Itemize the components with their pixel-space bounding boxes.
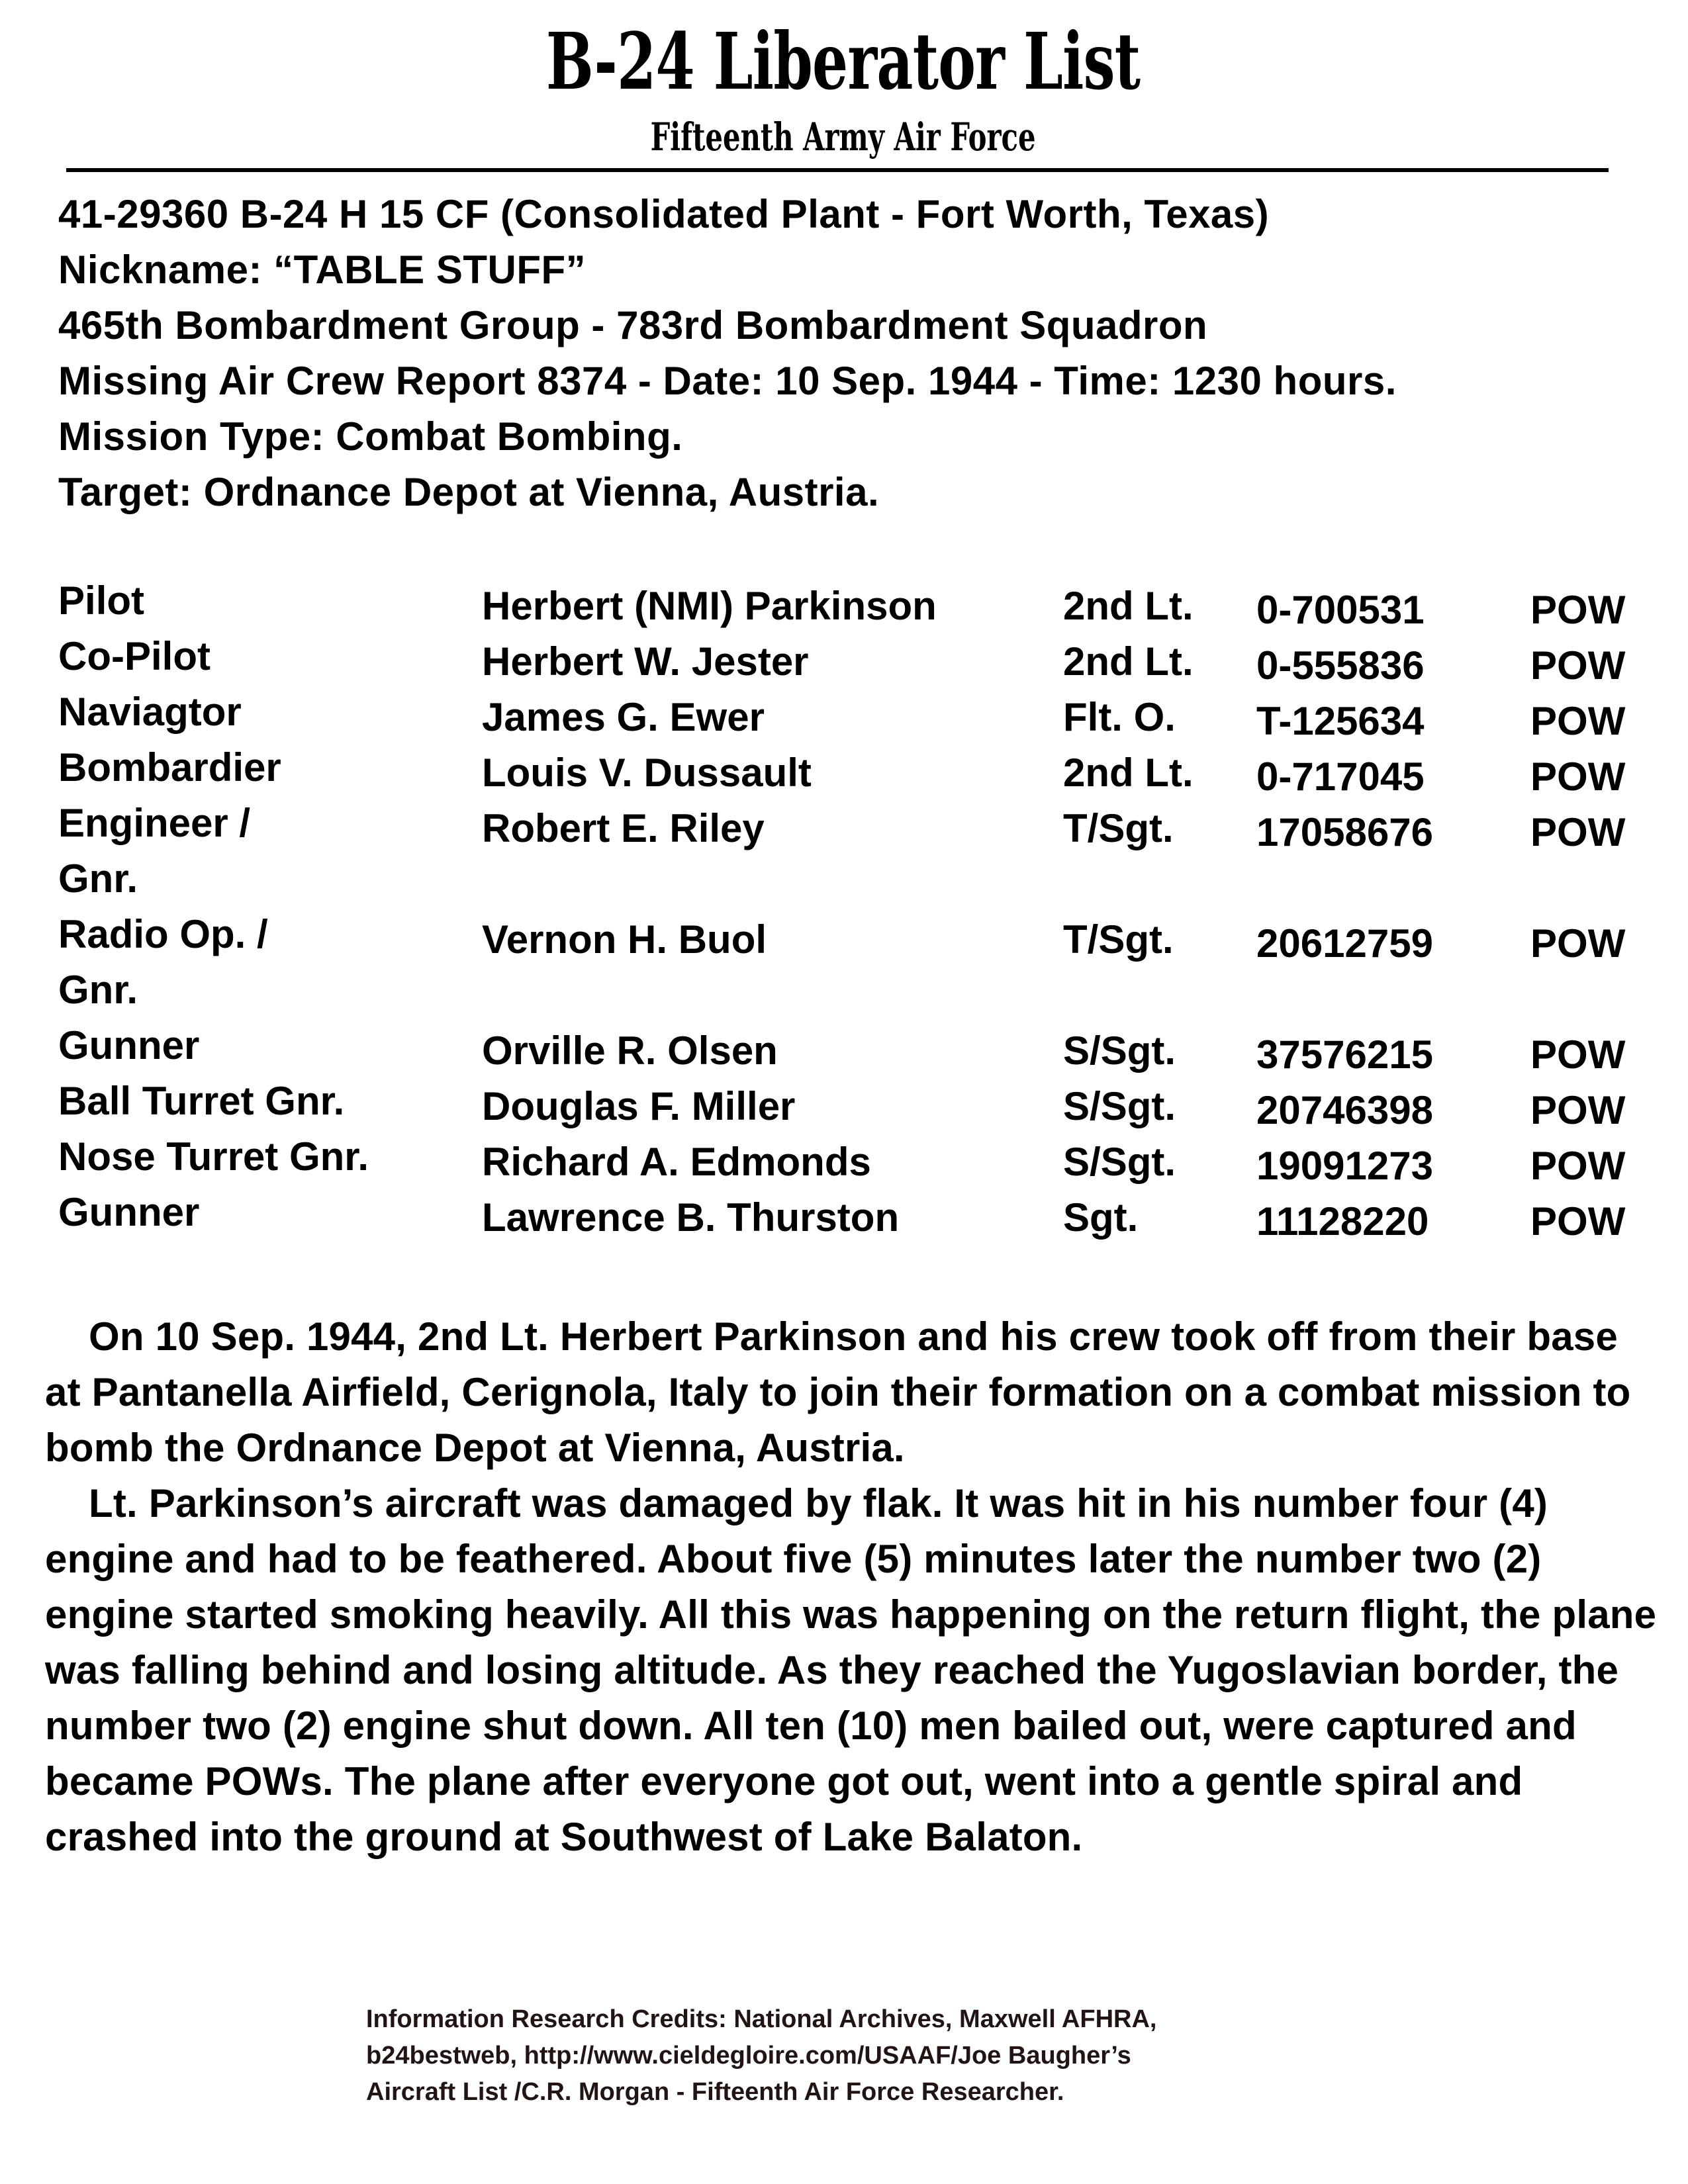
- crew-rank: T/Sgt.: [1063, 917, 1174, 962]
- crew-rank: 2nd Lt.: [1063, 639, 1194, 684]
- crew-position: Co-Pilot: [58, 634, 211, 678]
- crew-status: POW: [1530, 643, 1626, 688]
- crew-name: Lawrence B. Thurston: [482, 1195, 900, 1240]
- crew-status: POW: [1530, 810, 1626, 854]
- crew-position: Radio Op. / Gnr.: [58, 912, 268, 1012]
- crew-position: Gunner: [58, 1190, 200, 1234]
- crew-name: Douglas F. Miller: [482, 1084, 796, 1128]
- crew-name: Herbert (NMI) Parkinson: [482, 584, 937, 628]
- crew-status: POW: [1530, 1199, 1626, 1244]
- crew-rank: S/Sgt.: [1063, 1028, 1176, 1073]
- crew-rank: Flt. O.: [1063, 695, 1176, 739]
- crew-row: [58, 740, 1660, 799]
- crew-rank: 2nd Lt.: [1063, 751, 1194, 795]
- crew-name: Vernon H. Buol: [482, 917, 767, 962]
- crew-row: [58, 1129, 1660, 1188]
- crew-position: Bombardier: [58, 745, 281, 790]
- crew-row: [58, 907, 1660, 1018]
- crew-status: POW: [1530, 754, 1626, 799]
- crew-position: Engineer / Gnr.: [58, 801, 251, 901]
- aircraft-serial-line: 41-29360 B-24 H 15 CF (Consolidated Plant - Fort Worth, Texas): [58, 192, 1270, 236]
- title-divider: [66, 168, 1609, 172]
- crew-name: James G. Ewer: [482, 695, 765, 739]
- crew-status: POW: [1530, 1144, 1626, 1188]
- page-title: B-24 Liberator List: [545, 15, 1141, 107]
- crew-serial: 37576215: [1256, 1032, 1433, 1077]
- crew-status: POW: [1530, 1088, 1626, 1132]
- crew-row: [58, 1018, 1660, 1077]
- narrative: [45, 1309, 1660, 1865]
- crew-row: [58, 573, 1660, 632]
- crew-name: Orville R. Olsen: [482, 1028, 778, 1073]
- crew-status: POW: [1530, 699, 1626, 743]
- crew-rank: 2nd Lt.: [1063, 584, 1194, 628]
- crew-position: Naviagtor: [58, 690, 242, 734]
- crew-name: Herbert W. Jester: [482, 639, 809, 684]
- crew-rank: S/Sgt.: [1063, 1084, 1176, 1128]
- crew-serial: 0-700531: [1256, 588, 1425, 632]
- crew-name: Robert E. Riley: [482, 806, 765, 850]
- crew-serial: 0-555836: [1256, 643, 1425, 688]
- crew-serial: 19091273: [1256, 1144, 1433, 1188]
- crew-list: [58, 573, 1660, 1244]
- crew-rank: T/Sgt.: [1063, 806, 1174, 850]
- credits-line: b24bestweb, http://www.cieldegloire.com/USAAF/Joe Baugher’s: [366, 2042, 1131, 2070]
- crew-serial: 20746398: [1256, 1088, 1433, 1132]
- crew-position: Ball Turret Gnr.: [58, 1079, 345, 1123]
- crew-status: POW: [1530, 921, 1626, 966]
- crew-position: Pilot: [58, 578, 144, 623]
- crew-row: [58, 684, 1660, 743]
- narrative-paragraph: On 10 Sep. 1944, 2nd Lt. Herbert Parkinson and his crew took off from their base at Pantanella Airfield, Cerignola, Italy to join their formation on a combat mission to bomb the Ordnance Depot at Vienna, Austria.: [45, 1314, 1631, 1470]
- crew-serial: 0-717045: [1256, 754, 1425, 799]
- crew-status: POW: [1530, 1032, 1626, 1077]
- crew-name: Louis V. Dussault: [482, 751, 812, 795]
- crew-position: Nose Turret Gnr.: [58, 1134, 369, 1179]
- crew-serial: 17058676: [1256, 810, 1433, 854]
- crew-rank: S/Sgt.: [1063, 1140, 1176, 1184]
- crew-serial: 20612759: [1256, 921, 1433, 966]
- crew-row: [58, 1073, 1660, 1132]
- mission-type-line: Mission Type: Combat Bombing.: [58, 414, 683, 459]
- crew-row: [58, 1185, 1660, 1244]
- credits-line: Information Research Credits: National Archives, Maxwell AFHRA,: [366, 2005, 1157, 2033]
- crew-position: Gunner: [58, 1023, 200, 1068]
- crew-serial: T-125634: [1256, 699, 1425, 743]
- target-line: Target: Ordnance Depot at Vienna, Austria.: [58, 470, 880, 514]
- aircraft-nickname-line: Nickname: “TABLE STUFF”: [58, 248, 586, 292]
- research-credits: [366, 2001, 1359, 2111]
- credits-line: Aircraft List /C.R. Morgan - Fifteenth Air Force Researcher.: [366, 2078, 1064, 2106]
- narrative-paragraph: Lt. Parkinson’s aircraft was damaged by flak. It was hit in his number four (4) engine and had to be feathered. About five (5) minutes later the number two (2) engine started smoking heavily. All this was happening on the return flight, the plane was falling behind and losing altitude. As they reached the Yugoslavian border, the number two (2) engine shut down. All ten (10) men bailed out, were captured and became POWs. The plane after everyone got out, went into a gentle spiral and crashed into the ground at Southwest of Lake Balaton.: [45, 1481, 1657, 1859]
- crew-name: Richard A. Edmonds: [482, 1140, 871, 1184]
- crew-row: [58, 796, 1660, 907]
- crew-rank: Sgt.: [1063, 1195, 1139, 1240]
- page-subtitle: Fifteenth Army Air Force: [650, 114, 1036, 159]
- crew-status: POW: [1530, 588, 1626, 632]
- aircraft-details: [58, 187, 1647, 520]
- crew-row: [58, 629, 1660, 688]
- macr-line: Missing Air Crew Report 8374 - Date: 10 Sep. 1944 - Time: 1230 hours.: [58, 359, 1397, 403]
- aircraft-unit-line: 465th Bombardment Group - 783rd Bombardment Squadron: [58, 303, 1208, 347]
- crew-serial: 11128220: [1256, 1199, 1429, 1244]
